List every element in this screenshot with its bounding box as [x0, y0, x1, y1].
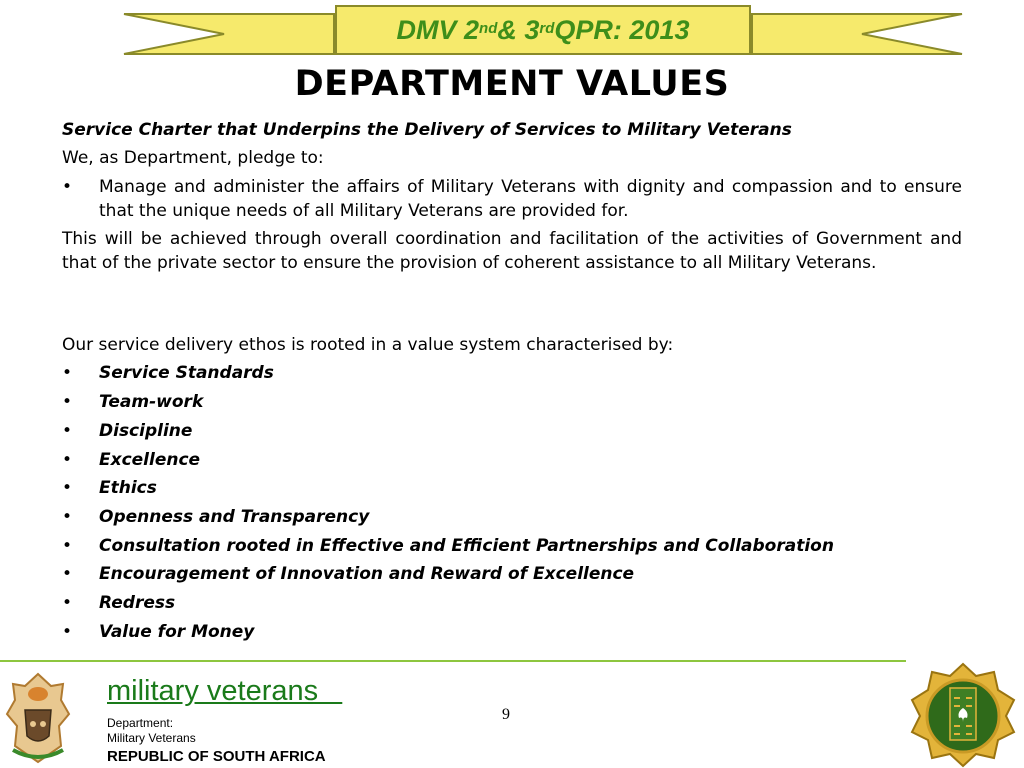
- banner-right-ribbon: [752, 14, 962, 54]
- pledge-intro: We, as Department, pledge to:: [62, 148, 324, 168]
- bullet-marker: •: [62, 392, 73, 412]
- bullet-marker: •: [62, 421, 73, 441]
- value-text: Redress: [99, 593, 176, 613]
- value-text: Team-work: [99, 392, 204, 412]
- achievement-paragraph: This will be achieved through overall coordination and facilitation of the activities of Government and that of the private sector to ensure the provision of coherent assistance to all Military Veterans.: [62, 229, 962, 273]
- value-text: Encouragement of Innovation and Reward of Excellence: [99, 564, 635, 584]
- bullet-marker: •: [62, 450, 73, 470]
- coat-of-arms-emblem: [3, 670, 73, 766]
- value-text: Service Standards: [99, 363, 274, 383]
- page-number: 9: [502, 706, 510, 723]
- bullet-marker: •: [62, 363, 73, 383]
- banner-sup-rd: rd: [539, 19, 555, 37]
- bullet-marker: •: [62, 564, 73, 584]
- banner-title: [337, 7, 749, 53]
- military-veterans-emblem: [910, 662, 1016, 768]
- banner-left-ribbon: [124, 14, 334, 54]
- charter-heading: Service Charter that Underpins the Delivery of Services to Military Veterans: [62, 120, 792, 140]
- department-label: Department:: [107, 716, 174, 730]
- value-text: Value for Money: [99, 622, 255, 642]
- banner-sup-nd: nd: [479, 19, 498, 37]
- value-text: Excellence: [99, 450, 201, 470]
- department-name: Military Veterans: [107, 731, 196, 745]
- pledge-bullet-text: Manage and administer the affairs of Military Veterans with dignity and compassion and to ensure that the unique needs of all Military Veterans are provided for.: [99, 177, 962, 221]
- value-text: Openness and Transparency: [99, 507, 370, 527]
- bullet-marker: •: [62, 507, 73, 527]
- banner-text-part2: & 3: [497, 14, 540, 45]
- bullet-marker: •: [62, 478, 73, 498]
- bullet-marker: •: [62, 177, 73, 197]
- brand-wordmark: military veterans: [107, 675, 343, 707]
- country-name: REPUBLIC OF SOUTH AFRICA: [107, 748, 326, 765]
- value-text: Discipline: [99, 421, 193, 441]
- page-title: DEPARTMENT VALUES: [294, 64, 730, 104]
- footer-divider: [0, 660, 906, 662]
- value-text: Ethics: [99, 478, 157, 498]
- bullet-marker: •: [62, 593, 73, 613]
- value-text: Consultation rooted in Effective and Efficient Partnerships and Collaboration: [99, 536, 834, 556]
- values-intro: Our service delivery ethos is rooted in a value system characterised by:: [62, 335, 674, 355]
- bullet-marker: •: [62, 536, 73, 556]
- bullet-marker: •: [62, 622, 73, 642]
- banner-text-part3: QPR: 2013: [554, 14, 690, 45]
- banner-text-part1: DMV 2: [396, 14, 480, 45]
